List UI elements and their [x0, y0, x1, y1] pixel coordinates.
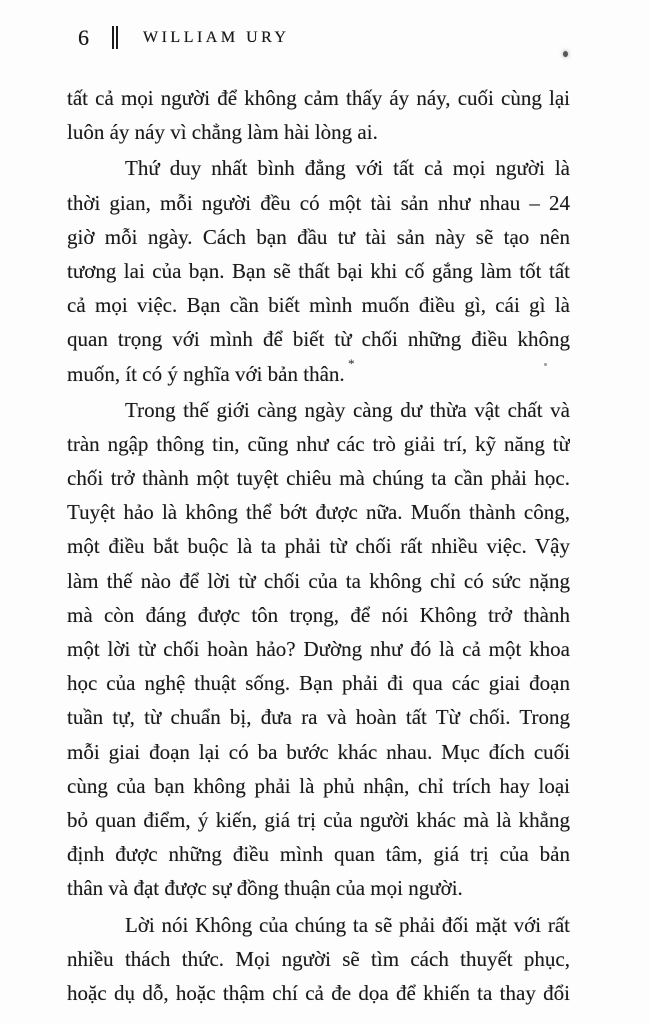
- text-line: tất cả mọi người để không cảm thấy áy náy, cuối cùng lại: [67, 86, 570, 110]
- text-line: tương lai của bạn. Bạn sẽ thất bại khi cố gắng làm tốt tất: [67, 258, 570, 283]
- page-body: [67, 81, 570, 1010]
- text-line: tràn ngập thông tin, cũng như các trò giải trí, kỹ năng từ: [67, 431, 570, 456]
- text-line: chối trở thành một tuyệt chiêu mà chúng ta cần phải học.: [67, 466, 570, 491]
- text-line: Lời nói Không của chúng ta sẽ phải đối mặt với rất: [125, 912, 570, 937]
- text-line: mỗi giai đoạn lại có ba bước khác nhau. Mục đích cuối: [67, 739, 570, 764]
- text-line: thời gian, mỗi người đều có một tài sản như nhau – 24: [67, 190, 570, 215]
- text-line: muốn, ít có ý nghĩa với bản thân.: [67, 361, 345, 386]
- running-title: WILLIAM URY: [143, 28, 290, 46]
- text-line: tuần tự, từ chuẩn bị, đưa ra và hoàn tất Từ chối. Trong: [67, 705, 570, 730]
- paragraph: [67, 151, 570, 390]
- scan-speck: [563, 51, 568, 57]
- paragraph-continuation: [67, 81, 570, 149]
- text-line: định được những điều mình quan tâm, giá trị của bản: [67, 842, 570, 867]
- text-line: giờ mỗi ngày. Cách bạn đầu tư tài sản này sẽ tạo nên: [67, 224, 570, 249]
- text-line: một lời từ chối hoàn hảo? Dường như đó là cả một khoa: [67, 637, 570, 661]
- running-header: [78, 26, 289, 49]
- footnote-asterisk-mark: *: [348, 356, 355, 371]
- text-line: Tuyệt hảo là không thể bớt được nữa. Muốn thành công,: [67, 500, 570, 525]
- text-line: quan trọng với mình để biết từ chối những điều không: [67, 327, 570, 352]
- text-line: cả mọi việc. Bạn cần biết mình muốn điều gì, cái gì là: [67, 293, 570, 318]
- scan-speck: [544, 363, 547, 366]
- text-line: cùng của bạn không phải là phủ nhận, chỉ trích hay loại: [67, 773, 570, 798]
- text-line: Trong thế giới càng ngày càng dư thừa vật chất và: [125, 397, 570, 422]
- page-number: 6: [78, 24, 89, 50]
- text-line: nhiều thách thức. Mọi người sẽ tìm cách thuyết phục,: [67, 946, 570, 971]
- text-line: làm thế nào để lời từ chối của ta không chỉ có sức nặng: [67, 568, 570, 593]
- text-line: bỏ quan điểm, ý kiến, giá trị của người khác mà là khẳng: [67, 807, 570, 832]
- paragraph: [67, 393, 570, 906]
- text-line: một điều bắt buộc là ta phải từ chối rất nhiều việc. Vậy: [67, 534, 570, 559]
- double-bar-separator-icon: [112, 26, 118, 49]
- paragraph: [67, 908, 570, 1011]
- text-line: Thứ duy nhất bình đẳng với tất cả mọi người là: [125, 156, 570, 181]
- text-line: học của nghệ thuật sống. Bạn phải đi qua các giai đoạn: [67, 671, 570, 696]
- text-line: thân và đạt được sự đồng thuận của mọi người.: [67, 876, 463, 901]
- text-line: luôn áy náy vì chẳng làm hài lòng ai.: [67, 120, 378, 145]
- text-line: hoặc dụ dỗ, hoặc thậm chí cả đe dọa để khiến ta thay đổi: [67, 980, 570, 1005]
- text-line: mà còn đáng được tôn trọng, để nói Không trở thành: [67, 602, 570, 627]
